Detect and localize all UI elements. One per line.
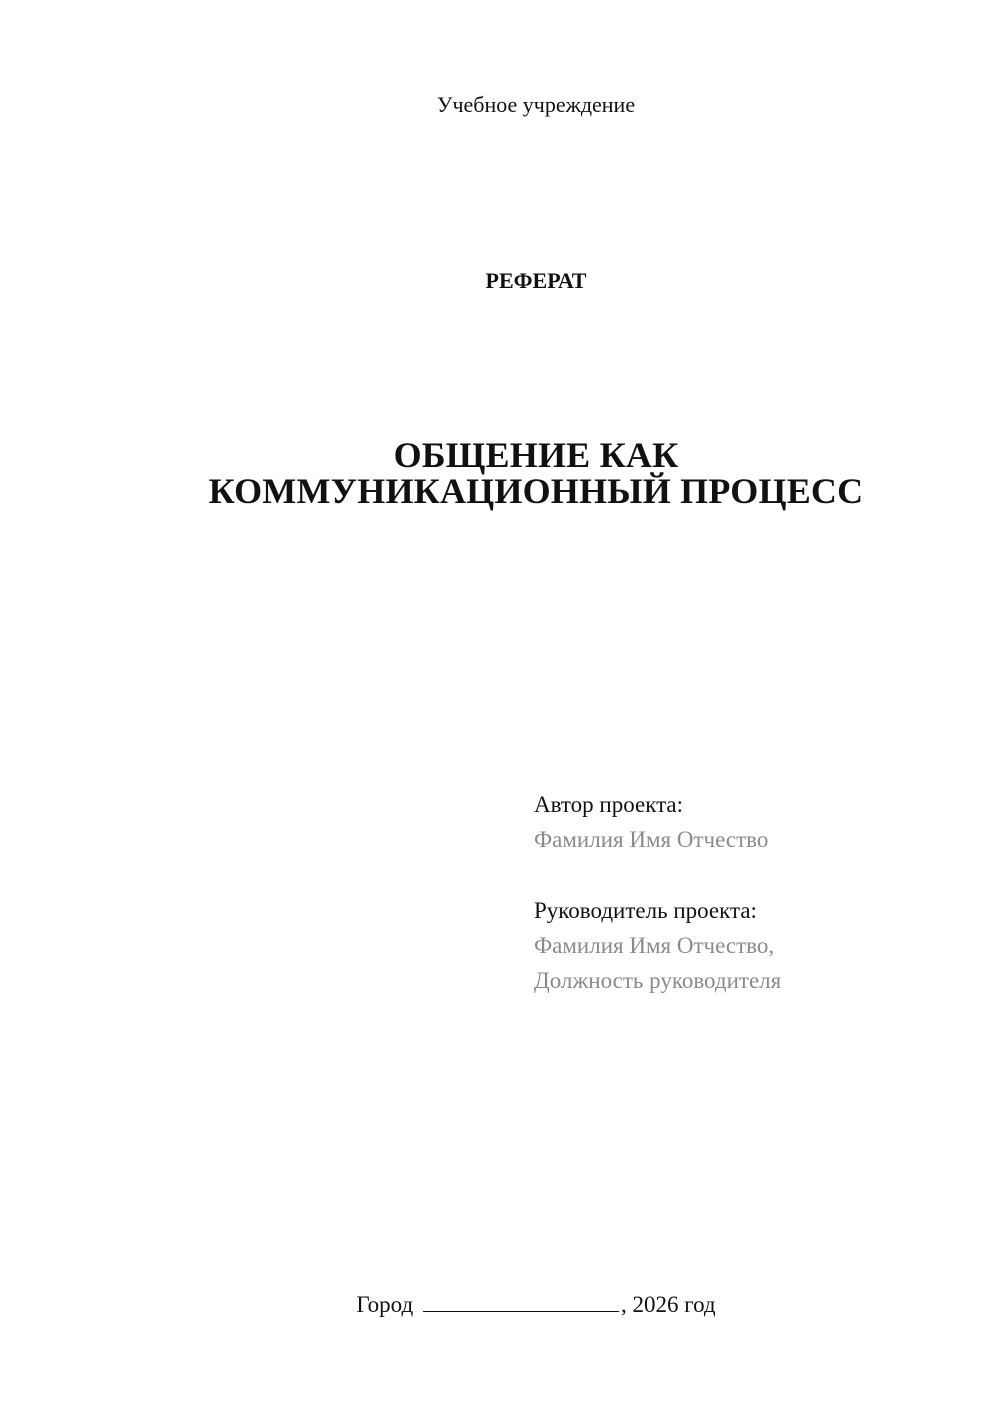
title-line-2: КОММУНИКАЦИОННЫЙ ПРОЦЕСС [208, 471, 864, 511]
city-year-line [0, 1290, 1000, 1320]
supervisor-label: Руководитель проекта: [534, 898, 757, 923]
supervisor-name: Фамилия Имя Отчество, [534, 933, 775, 958]
author-name: Фамилия Имя Отчество [534, 827, 769, 852]
author-label: Автор проекта: [534, 792, 683, 817]
title-line-1: ОБЩЕНИЕ КАК [393, 435, 679, 475]
city-label: Город [356, 1292, 414, 1317]
city-blank-underline [423, 1291, 619, 1312]
document-title [0, 437, 1000, 509]
credits-block [534, 787, 974, 998]
year-text: , 2026 год [620, 1292, 716, 1317]
credits-spacer [534, 857, 974, 893]
institution-name: Учебное учреждение [436, 92, 636, 117]
document-type: РЕФЕРАТ [485, 268, 587, 293]
supervisor-position: Должность руководителя [534, 968, 782, 993]
